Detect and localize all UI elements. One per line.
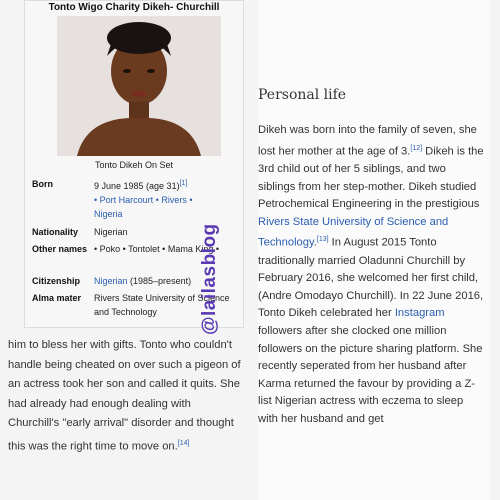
personal-life-paragraph — [258, 122, 486, 429]
ref-12[interactable]: [12] — [410, 144, 423, 152]
label-nationality: Nationality — [32, 227, 79, 237]
ref-14[interactable]: [14] — [177, 439, 190, 447]
birth-date: 9 June 1985 (age 31) — [94, 181, 180, 191]
value-nationality[interactable]: Nigerian — [94, 227, 128, 237]
text-segment: Dikeh is the 3rd child out of her 5 siblings, and two siblings from her step-mother. Dikeh studied Petrochemical Engineering in the prestigious — [258, 145, 484, 211]
text-segment: . — [313, 237, 317, 250]
value-other-names: • Poko • Tontolet • Mama King • — [94, 244, 219, 254]
instagram-link[interactable]: Instagram — [394, 307, 445, 320]
ref-1[interactable]: [1] — [179, 180, 188, 187]
birthplace-link[interactable]: • Port Harcourt • Rivers • — [94, 195, 193, 205]
infobox-title: Tonto Wigo Charity Dikeh- Churchill — [48, 2, 220, 13]
photo-caption: Tonto Dikeh On Set — [94, 160, 174, 170]
text-segment: Dikeh was born into the family of seven, she lost her mother at the age of 3. — [258, 124, 477, 158]
portrait-image — [57, 16, 221, 156]
label-citizenship: Citizenship — [32, 276, 81, 286]
value-alma-mater[interactable]: Rivers State University of Science and Technology — [94, 293, 230, 317]
watermark: @lailasblog — [199, 223, 220, 335]
value-born — [94, 177, 234, 221]
section-heading: Personal life — [258, 87, 347, 103]
continued-paragraph — [8, 336, 244, 457]
label-alma-mater: Alma mater — [32, 293, 82, 303]
text-segment: followers after she clocked one million followers on the picture sharing platform. She recently seperated from her husband after Karma returned the favour by providing a Z-list Nigerian actress with eczema to sleep with her husband and get — [258, 325, 483, 425]
citizenship-period: (1985–present) — [127, 276, 192, 286]
ref-13[interactable]: [13] — [316, 236, 329, 244]
country-link[interactable]: Nigeria — [94, 209, 123, 219]
text-segment: In August 2015 Tonto traditionally married Oladunni Churchill by February 2016, she welcomed her first child, (Andre Omodayo Churchill). In 22 June 2016, Tonto Dikeh celebrated her — [258, 237, 484, 320]
text-segment: him to bless her with gifts. Tonto who couldn't handle being cheated on over such a pigeon of an actress took her son and called it quits. She had already had enough dealing with Churchill's "early arrival" disorder and thought this was the right time to move on. — [8, 339, 241, 453]
rsust-link[interactable]: Rivers State University of Science and Technology — [258, 215, 449, 250]
label-other-names: Other names — [32, 244, 88, 254]
label-born: Born — [32, 179, 53, 189]
citizenship-link[interactable]: Nigerian — [94, 276, 128, 286]
portrait-photo — [57, 16, 221, 156]
article-column — [258, 0, 490, 500]
